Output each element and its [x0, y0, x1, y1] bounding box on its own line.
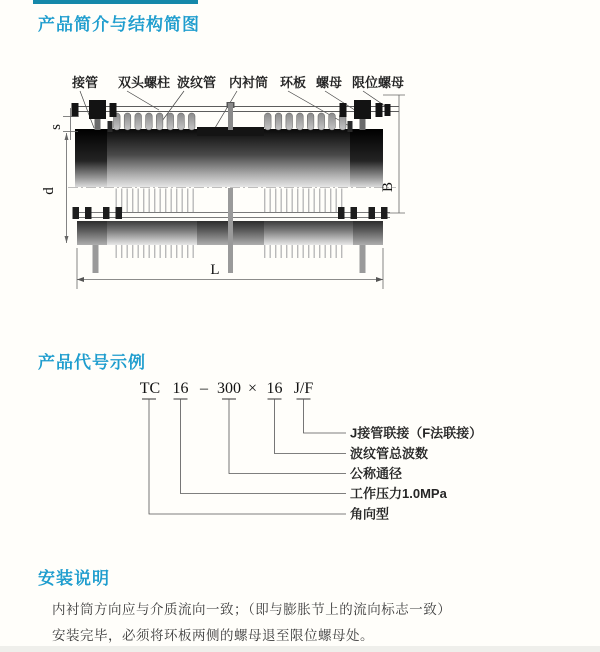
code-connectors	[149, 399, 346, 514]
label-double-end-stud: 双头螺柱	[118, 75, 171, 90]
legend-nominal-diameter: 公称通径	[350, 466, 403, 481]
legend-wave-count: 波纹管总波数	[350, 446, 429, 461]
dim-label-L: L	[210, 262, 220, 278]
label-ring-plate: 环板	[280, 75, 307, 90]
product-code-figure	[118, 372, 550, 532]
dim-label-B: B	[380, 181, 396, 193]
token-waves: 16	[266, 380, 283, 397]
diagram-part-labels	[71, 75, 404, 90]
label-connecting-pipe: 接管	[72, 75, 99, 90]
ring-plate-left	[108, 121, 113, 132]
bellows-right-group	[265, 113, 347, 130]
bellows-left-group	[114, 113, 196, 130]
header-accent-bar	[33, 0, 198, 4]
right-pipe-end	[350, 129, 383, 187]
section-heading-intro: 产品简介与结构简图	[38, 15, 200, 34]
install-note-line1: 内衬筒方向应与介质流向一致；（即与膨胀节上的流向标志一致）	[52, 602, 452, 617]
left-pipe-end	[75, 129, 107, 187]
token-times: ×	[247, 380, 258, 397]
bottom-edge-strip	[0, 646, 600, 652]
legend-connection: J接管联接（F法联接）	[350, 425, 483, 441]
section-heading-code: 产品代号示例	[38, 353, 146, 372]
token-pressure: 16	[172, 380, 189, 397]
dim-label-s: s	[48, 124, 64, 130]
label-nut: 螺母	[316, 75, 343, 90]
label-limit-nut: 限位螺母	[352, 75, 405, 90]
legend-working-pressure: 工作压力1.0MPa	[350, 486, 447, 501]
legend-angular-type: 角向型	[350, 506, 390, 522]
dim-label-d: d	[41, 187, 57, 195]
upper-shell	[75, 121, 383, 187]
install-note-line2: 安装完毕，必须将环板两侧的螺母退至限位螺母处。	[52, 628, 374, 643]
token-connection: J/F	[293, 380, 314, 397]
center-stud	[227, 102, 235, 130]
ring-plate-right	[348, 121, 353, 132]
code-tokens	[140, 380, 314, 397]
label-bellows: 波纹管	[177, 75, 217, 90]
token-diameter: 300	[217, 380, 241, 397]
structure-diagram	[28, 60, 460, 310]
code-legend	[350, 426, 482, 522]
token-type: TC	[139, 380, 161, 397]
section-heading-install: 安装说明	[38, 569, 110, 588]
dim-d	[41, 133, 69, 243]
dim-B	[380, 95, 405, 213]
token-dash: –	[200, 380, 208, 397]
label-inner-liner: 内衬筒	[229, 75, 269, 90]
